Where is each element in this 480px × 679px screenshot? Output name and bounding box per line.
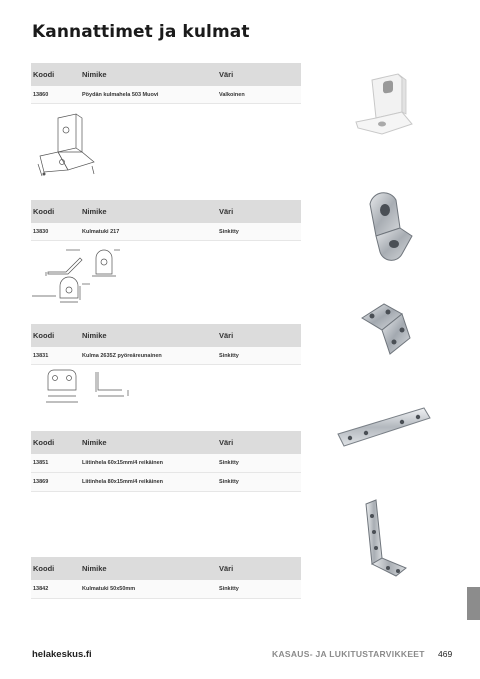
technical-drawing-13830 (30, 244, 120, 314)
product-table-4 (31, 431, 301, 492)
col-name-header: Nimike (82, 331, 107, 340)
product-photo-13831 (358, 302, 418, 360)
row-color: Sinkitty (219, 352, 239, 359)
table-header (31, 557, 301, 580)
technical-drawing-13860 (36, 112, 98, 178)
row-color: Sinkitty (219, 586, 239, 592)
product-table-2 (31, 200, 301, 241)
col-code-header: Koodi (33, 70, 55, 79)
col-code-header: Koodi (33, 564, 55, 573)
col-color-header: Väri (219, 207, 234, 216)
table-header (31, 200, 301, 223)
col-code-header: Koodi (33, 207, 55, 216)
footer-category: KASAUS- JA LUKITUSTARVIKKEET (272, 649, 425, 659)
product-photo-13842 (352, 498, 412, 580)
col-name-header: Nimike (82, 70, 107, 79)
row-color: Sinkitty (219, 460, 239, 466)
footer-site: helakeskus.fi (32, 649, 92, 660)
col-color-header: Väri (219, 564, 234, 573)
page-title: Kannattimet ja kulmat (32, 22, 250, 42)
row-color: Valkoinen (219, 91, 245, 98)
col-color-header: Väri (219, 438, 234, 447)
col-color-header: Väri (219, 70, 234, 79)
row-code: 13842 (33, 586, 49, 592)
row-code: 13830 (33, 228, 49, 235)
row-name: Liitinhela 80x15mm/4 reikäinen (82, 479, 164, 485)
row-code: 13851 (33, 460, 49, 466)
row-code: 13831 (33, 352, 49, 359)
product-table-5 (31, 557, 301, 599)
col-name-header: Nimike (82, 207, 107, 216)
table-row (31, 580, 301, 599)
col-color-header: Väri (219, 331, 234, 340)
row-name: Kulmatuki 50x50mm (82, 586, 136, 592)
page-side-tab (467, 587, 480, 620)
row-color: Sinkitty (219, 479, 239, 485)
table-row (31, 86, 301, 104)
row-color: Sinkitty (219, 228, 239, 235)
row-name: Liitinhela 60x15mm/4 reikäinen (82, 460, 164, 466)
product-table-1 (31, 63, 301, 104)
product-table-3 (31, 324, 301, 365)
col-code-header: Koodi (33, 438, 55, 447)
table-row (31, 454, 301, 473)
product-photo-13830 (356, 192, 414, 262)
product-photo-13860 (352, 72, 418, 144)
col-name-header: Nimike (82, 564, 107, 573)
row-name: Kulma 2635Z pyöreäreunainen (82, 352, 162, 359)
technical-drawing-13831 (40, 368, 136, 412)
col-code-header: Koodi (33, 331, 55, 340)
table-row (31, 473, 301, 492)
col-name-header: Nimike (82, 438, 107, 447)
product-photo-13851 (336, 404, 432, 452)
row-name: Kulmatuki 217 (82, 228, 120, 235)
table-row (31, 223, 301, 241)
table-header (31, 324, 301, 347)
row-code: 13860 (33, 91, 49, 98)
table-header (31, 431, 301, 454)
table-row (31, 347, 301, 365)
page-number: 469 (438, 649, 453, 659)
row-name: Pöydän kulmahela 503 Muovi (82, 91, 159, 98)
table-header (31, 63, 301, 86)
row-code: 13869 (33, 479, 49, 485)
